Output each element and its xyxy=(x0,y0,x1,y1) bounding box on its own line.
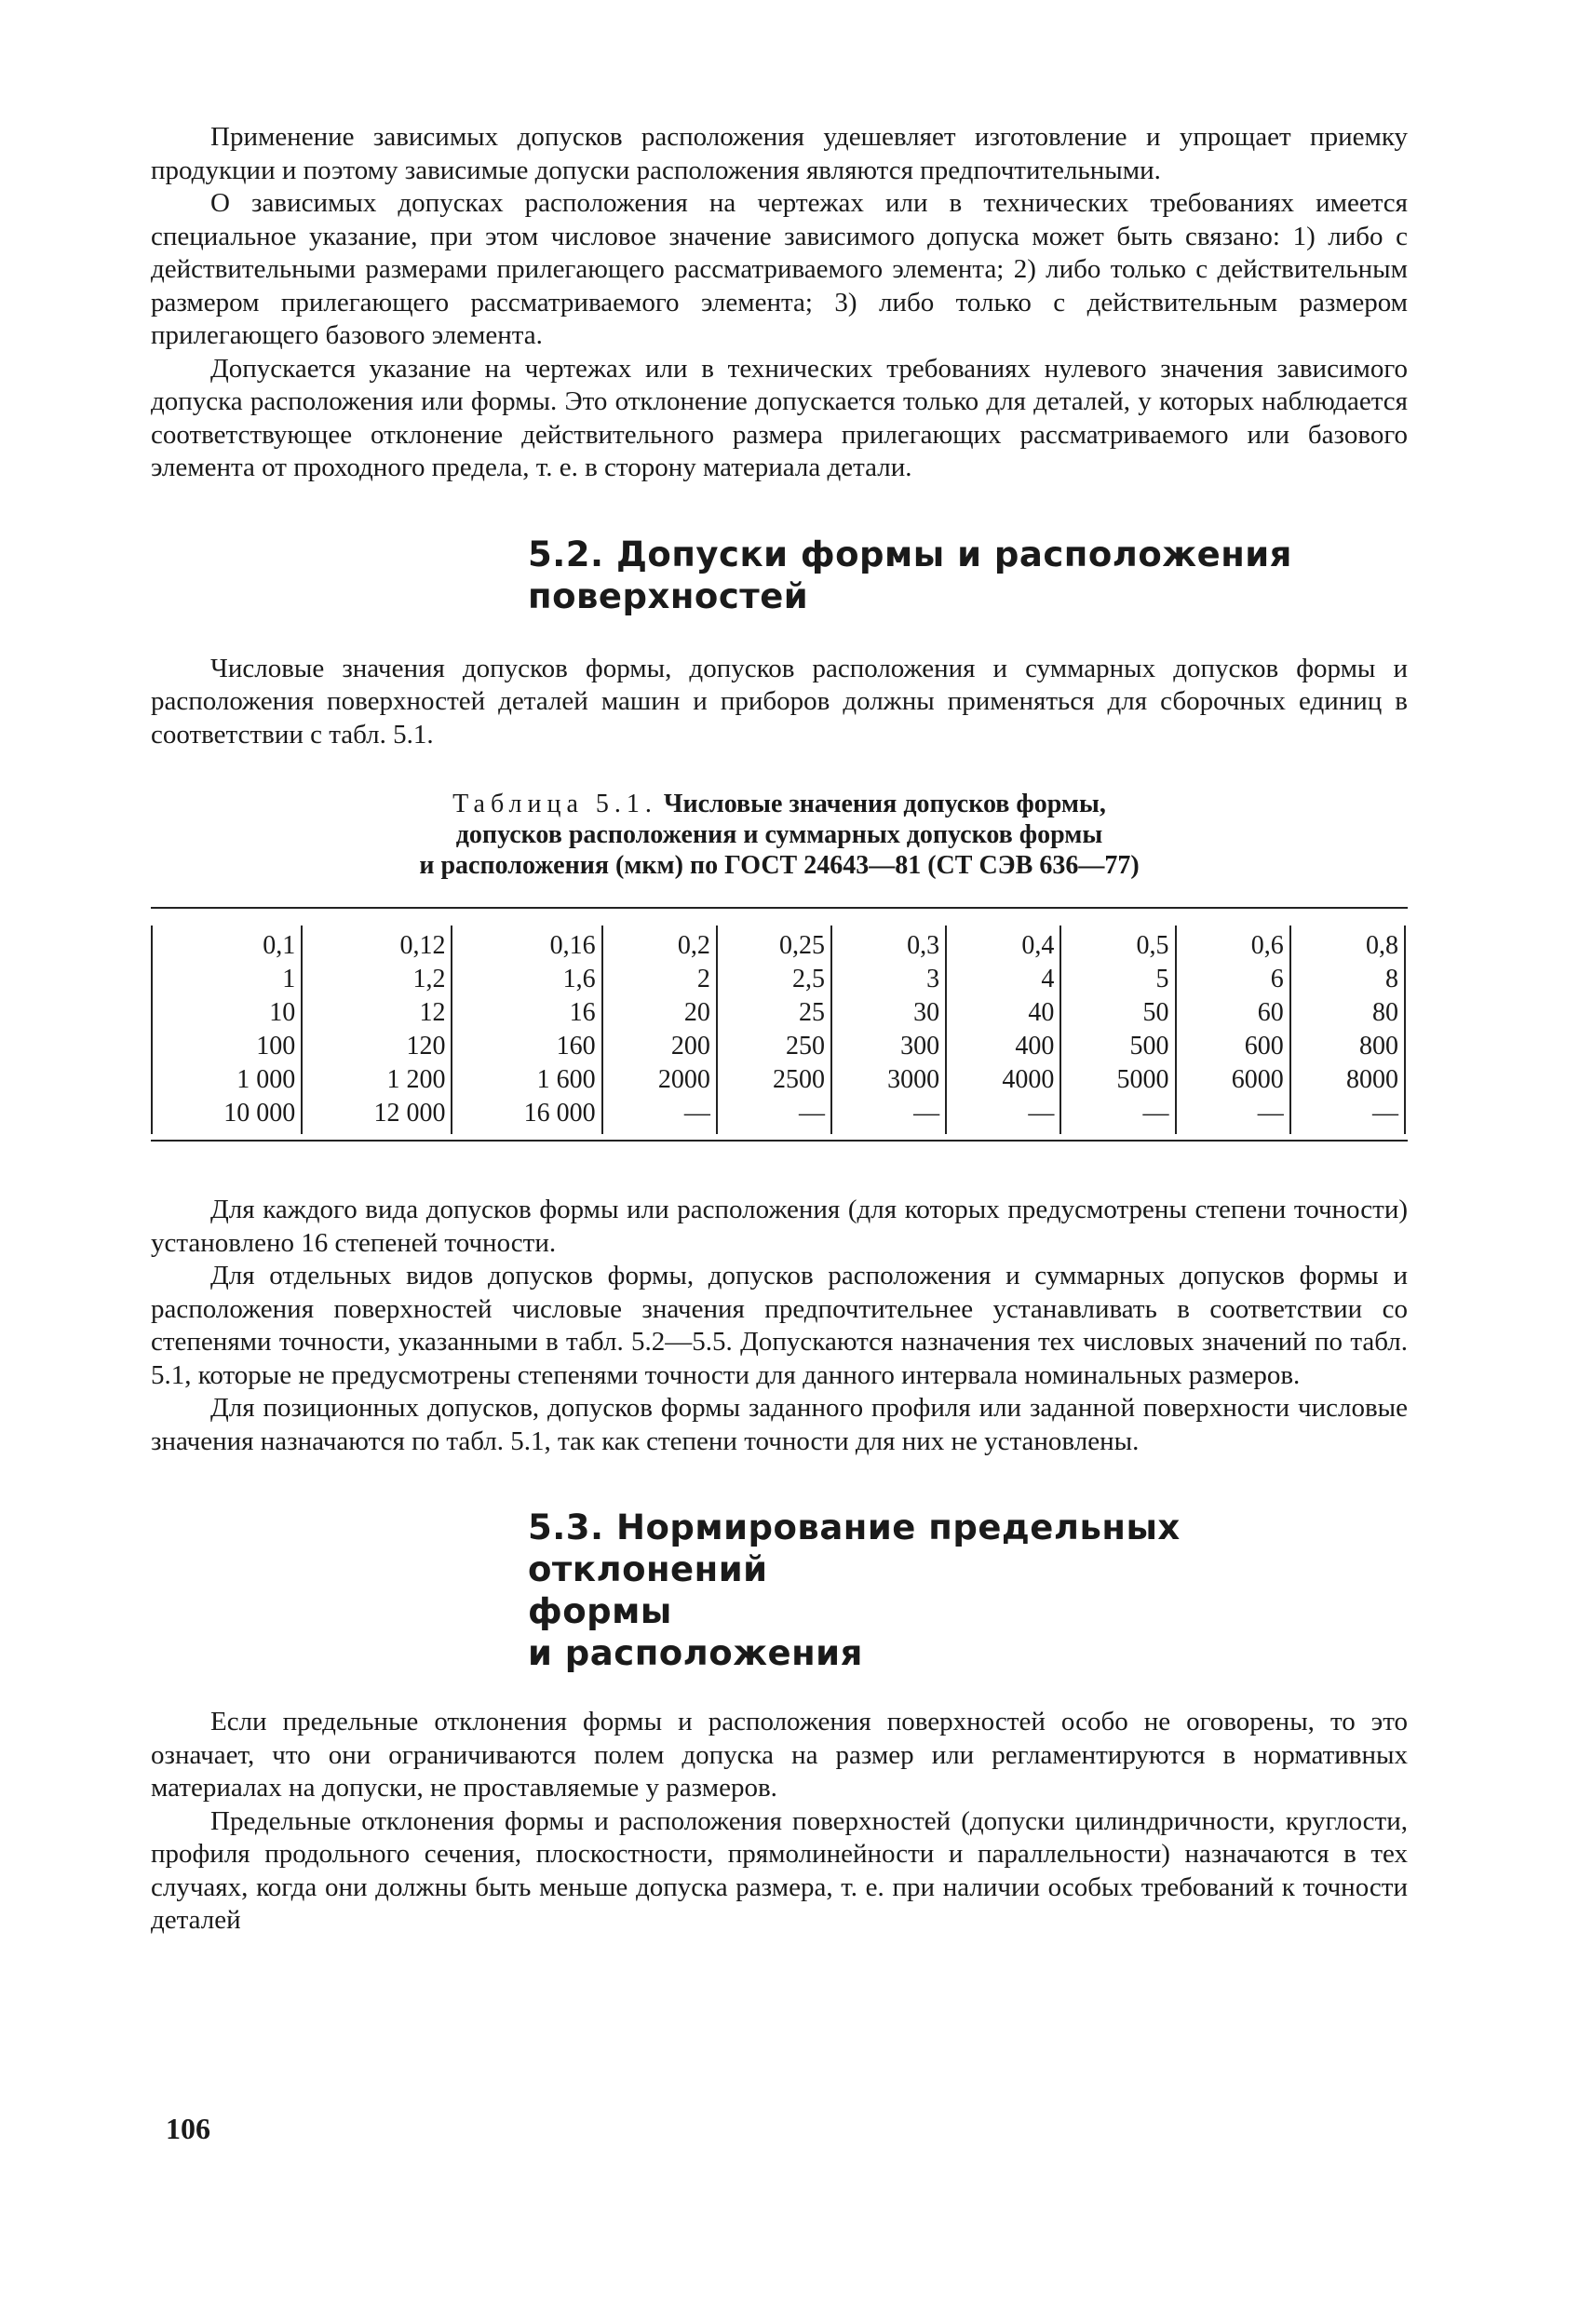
table-cell: — xyxy=(1142,1099,1169,1128)
table-cell: — xyxy=(799,1099,825,1128)
table-cell: 8 xyxy=(1385,965,1398,993)
table-cell: 100 xyxy=(256,1032,296,1061)
table-cell: 300 xyxy=(900,1032,940,1061)
table-cell: 40 xyxy=(1028,998,1055,1027)
table-cell: 1 xyxy=(282,965,296,993)
table-column-6 xyxy=(831,926,946,1134)
table-cell: 2000 xyxy=(657,1065,710,1094)
table-cell: — xyxy=(913,1099,940,1128)
page-content xyxy=(151,121,1408,1938)
table-cell: 30 xyxy=(913,998,940,1027)
table-cell: 600 xyxy=(1244,1032,1284,1061)
paragraph-dependent-tolerances-2: О зависимых допусках расположения на чертежах или в технических требованиях имеется специальное указание, при этом числовое значение зависимого допуска может быть связано: 1) либо с действительными размерами прилегающего рассматриваемого элемента; 2) либо только с действительным размером прилегающего рассматриваемого элемента; 3) либо только с действительным размером прилегающего базового элемента. xyxy=(151,188,1408,350)
paragraph-limit-deviations-2: Предельные отклонения формы и расположения поверхностей (допуски цилиндричности, круглости, профиля продольного сечения, плоскостности, прямолинейности и параллельности) назначаются в тех случаях, когда они должны быть меньше допуска размера, т. е. при наличии особых требований к точности деталей xyxy=(151,1805,1408,1935)
paragraph-limit-deviations-1: Если предельные отклонения формы и расположения поверхностей особо не оговорены, то это означает, что они ограничиваются полем допуска на размер или регламентируются в нормативных материалах на допуски, не проставляемые у размеров. xyxy=(151,1707,1408,1803)
table-column-4 xyxy=(602,926,717,1134)
paragraph-positional-tolerances: Для позиционных допусков, допусков формы заданного профиля или заданной поверхности числовые значения назначаются по табл. 5.1, так как степени точности для них не установлены. xyxy=(151,1393,1408,1456)
table-cell: 1 600 xyxy=(536,1065,596,1094)
table-cell: 0,5 xyxy=(1136,931,1169,960)
table-caption-line1: Числовые значения допусков формы, xyxy=(663,790,1106,818)
table-cell: 2 xyxy=(696,965,710,993)
table-caption-line2: допусков расположения и суммарных допусков формы xyxy=(455,820,1103,849)
table-cell: 0,8 xyxy=(1366,931,1398,960)
table-cell: 0,12 xyxy=(399,931,446,960)
table-cell: 12 xyxy=(419,998,446,1027)
table-cell: 200 xyxy=(670,1032,710,1061)
table-column-7 xyxy=(946,926,1060,1134)
table-row xyxy=(152,926,1405,1134)
table-cell: 3000 xyxy=(887,1065,940,1094)
table-column-2 xyxy=(302,926,452,1134)
table-cell: 250 xyxy=(786,1032,825,1061)
table-cell: 120 xyxy=(406,1032,446,1061)
table-cell: 0,6 xyxy=(1250,931,1284,960)
table-cell: 1,2 xyxy=(412,965,446,993)
table-cell: 1 000 xyxy=(236,1065,296,1094)
paragraph-zero-tolerance: Допускается указание на чертежах или в технических требованиях нулевого значения зависимого допуска расположения или формы. Это отклонение допускается только для деталей, у которых наблюдается соответствующее отклонение действительного размера прилегающих рассматриваемого или базового элемента от проходного предела, т. е. в сторону материала детали. xyxy=(151,353,1408,482)
table-cell: 800 xyxy=(1359,1032,1398,1061)
table-cell: 60 xyxy=(1257,998,1284,1027)
table-cell: 1,6 xyxy=(562,965,596,993)
table-cell: 4 xyxy=(1041,965,1055,993)
table-cell: 50 xyxy=(1142,998,1169,1027)
table-cell: 0,3 xyxy=(907,931,940,960)
section-heading-5-3-line2: формы xyxy=(528,1591,672,1631)
paragraph-dependent-tolerances-1: Применение зависимых допусков расположения удешевляет изготовление и упрощает приемку продукции и поэтому зависимые допуски расположения являются предпочтительными. xyxy=(151,122,1408,185)
table-cell: 5 xyxy=(1155,965,1169,993)
table-cell: 1 200 xyxy=(386,1065,446,1094)
page-number: 106 xyxy=(166,2112,210,2145)
section-heading-5-3 xyxy=(151,1507,1408,1674)
table-column-9 xyxy=(1176,926,1290,1134)
table-cell: 3 xyxy=(926,965,940,993)
table-cell: 10 xyxy=(269,998,296,1027)
table-cell: 4000 xyxy=(1002,1065,1055,1094)
section-heading-5-2-line1: 5.2. Допуски формы и расположения xyxy=(528,534,1292,574)
table-cell: 500 xyxy=(1129,1032,1169,1061)
table-column-3 xyxy=(452,926,601,1134)
table-column-10 xyxy=(1290,926,1405,1134)
table-cell: 2500 xyxy=(773,1065,825,1094)
table-column-5 xyxy=(717,926,831,1134)
table-cell: 6000 xyxy=(1231,1065,1284,1094)
table-column-1 xyxy=(152,926,302,1134)
table-cell: — xyxy=(683,1099,710,1128)
table-cell: 0,1 xyxy=(263,931,296,960)
paragraph-numeric-values: Числовые значения допусков формы, допусков расположения и суммарных допусков формы и расположения поверхностей деталей машин и приборов должны применяться для сборочных единиц в соответствии с табл. 5.1. xyxy=(151,653,1408,750)
paragraph-preferred-values: Для отдельных видов допусков формы, допусков расположения и суммарных допусков формы и расположения поверхностей числовые значения предпочтительнее устанавливать в соответствии со степенями точности, указанными в табл. 5.2—5.5. Допускаются назначения тех числовых значений по табл. 5.1, которые не предусмотрены степенями точности для данного интервала номинальных размеров. xyxy=(151,1261,1408,1390)
table-cell: 0,4 xyxy=(1021,931,1055,960)
table-cell: 16 xyxy=(569,998,596,1027)
table-cell: 20 xyxy=(683,998,710,1027)
tolerance-table xyxy=(151,926,1406,1134)
table-cell: 25 xyxy=(799,998,825,1027)
table-cell: 2,5 xyxy=(792,965,825,993)
table-cell: 5000 xyxy=(1116,1065,1169,1094)
section-heading-5-2 xyxy=(151,534,1408,617)
table-cell: 0,2 xyxy=(677,931,710,960)
table-cell: — xyxy=(1028,1099,1055,1128)
table-caption-label: Таблица 5.1. xyxy=(452,790,657,818)
table-cell: — xyxy=(1372,1099,1398,1128)
table-caption xyxy=(151,789,1408,881)
table-cell: 8000 xyxy=(1346,1065,1398,1094)
table-cell: 0,25 xyxy=(779,931,825,960)
section-heading-5-3-line1: 5.3. Нормирование предельных отклонений xyxy=(528,1507,1181,1589)
table-cell: 80 xyxy=(1372,998,1398,1027)
section-heading-5-2-line2: поверхностей xyxy=(528,575,809,616)
table-caption-line3: и расположения (мкм) по ГОСТ 24643—81 (СТ СЭВ 636—77) xyxy=(419,851,1140,880)
table-column-8 xyxy=(1060,926,1175,1134)
table-cell: 160 xyxy=(556,1032,596,1061)
table-cell: 400 xyxy=(1015,1032,1055,1061)
table-cell: 12 000 xyxy=(373,1099,446,1128)
section-heading-5-3-line3: и расположения xyxy=(528,1633,863,1673)
table-cell: — xyxy=(1257,1099,1284,1128)
table-cell: 6 xyxy=(1270,965,1284,993)
table-cell: 0,16 xyxy=(549,931,596,960)
table-cell: 10 000 xyxy=(223,1099,296,1128)
tolerance-table-frame xyxy=(151,907,1408,1142)
paragraph-accuracy-degrees: Для каждого вида допусков формы или расположения (для которых предусмотрены степени точности) установлено 16 степеней точности. xyxy=(151,1195,1408,1258)
table-cell: 16 000 xyxy=(523,1099,596,1128)
